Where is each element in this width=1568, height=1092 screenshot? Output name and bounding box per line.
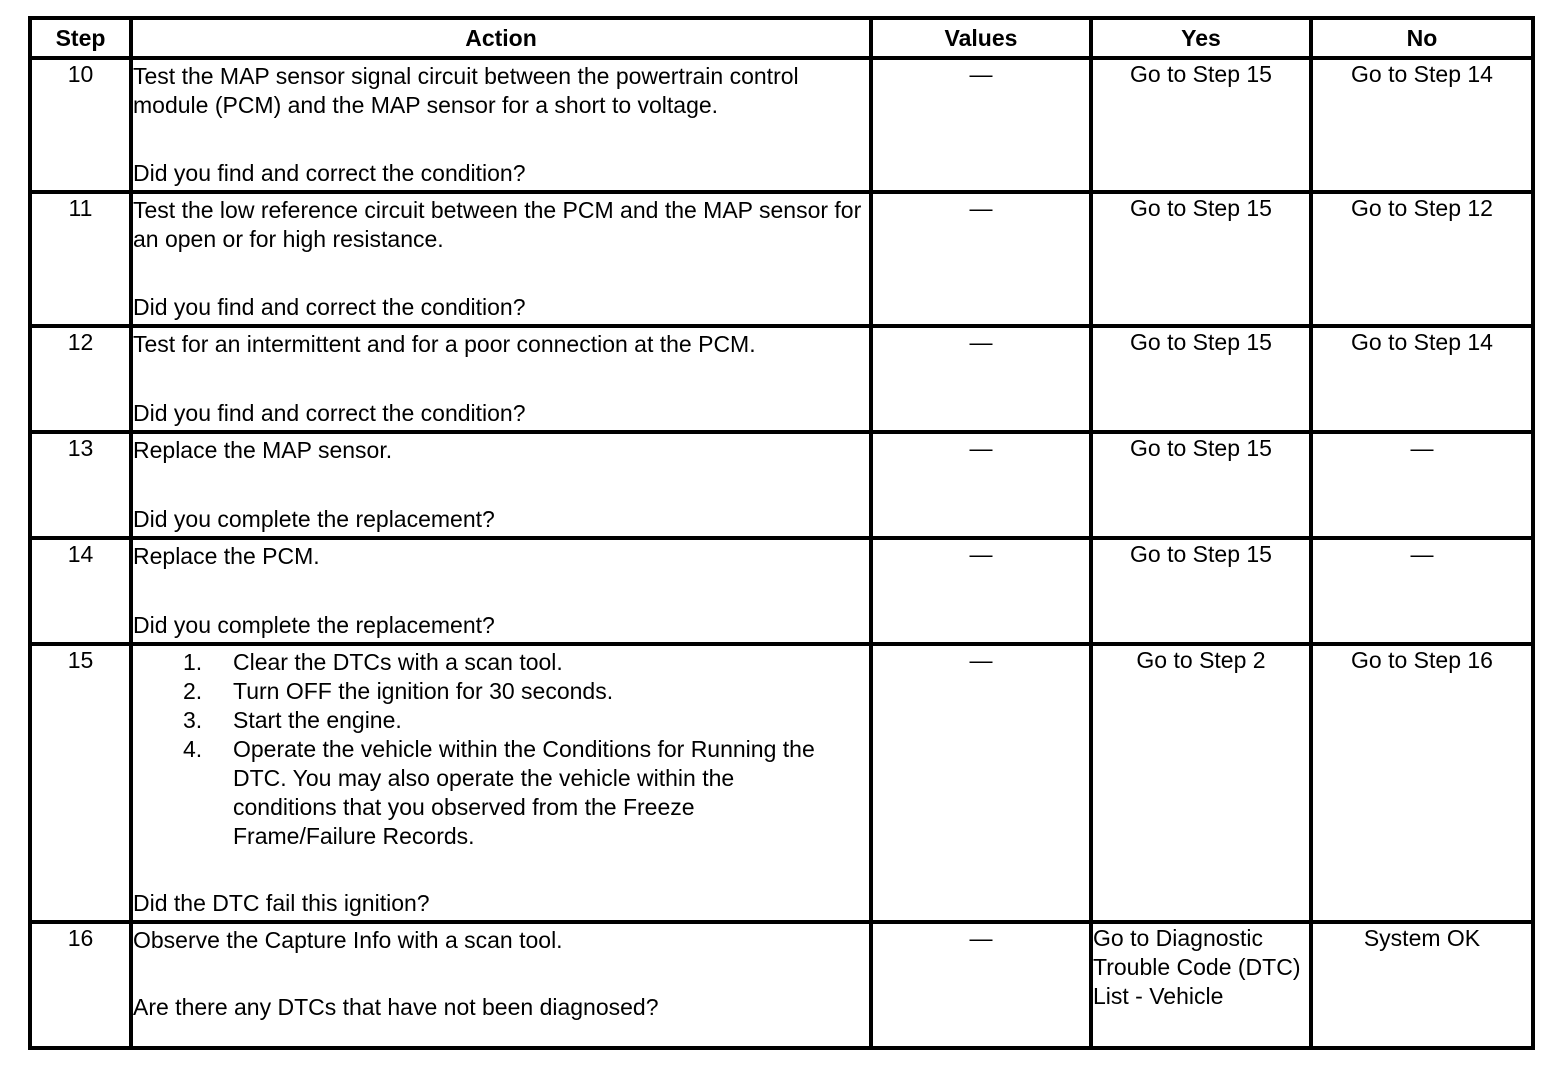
substep-number: 2. (183, 678, 203, 704)
values-cell: — (871, 326, 1091, 432)
table-row (30, 922, 1533, 1048)
action-text: Replace the MAP sensor. (133, 437, 393, 463)
step-number: 15 (30, 644, 131, 922)
header-yes: Yes (1091, 18, 1311, 58)
header-step: Step (30, 18, 131, 58)
action-question: Did you find and correct the condition? (133, 160, 526, 186)
header-values: Values (871, 18, 1091, 58)
no-cell: Go to Step 14 (1311, 58, 1533, 192)
header-row (30, 18, 1533, 58)
header-no: No (1311, 18, 1533, 58)
action-text: Test the low reference circuit between the PCM and the MAP sensor for an open or for high resistance. (133, 197, 862, 252)
substep-list (133, 646, 869, 851)
action-cell (131, 326, 871, 432)
substep-number: 1. (183, 649, 203, 675)
list-item (133, 677, 869, 706)
action-cell (131, 432, 871, 538)
action-text: Test the MAP sensor signal circuit between the powertrain control module (PCM) and the MAP sensor for a short to voltage. (133, 63, 799, 118)
values-cell: — (871, 644, 1091, 922)
yes-cell: Go to Step 15 (1091, 58, 1311, 192)
step-number: 11 (30, 192, 131, 326)
yes-cell: Go to Step 15 (1091, 326, 1311, 432)
action-text: Observe the Capture Info with a scan tool. (133, 927, 563, 953)
no-cell: System OK (1311, 922, 1533, 1048)
yes-cell: Go to Diagnostic Trouble Code (DTC) List - Vehicle (1091, 922, 1311, 1048)
diagnostic-table (28, 16, 1535, 1050)
table-row (30, 192, 1533, 326)
action-question: Are there any DTCs that have not been diagnosed? (133, 994, 659, 1020)
yes-cell: Go to Step 15 (1091, 432, 1311, 538)
table-row (30, 432, 1533, 538)
substep-text: Operate the vehicle within the Conditions for Running the DTC. You may also operate the vehicle within the conditions that you observed from the Freeze Frame/Failure Records. (233, 736, 815, 849)
list-item (133, 706, 869, 735)
action-question: Did the DTC fail this ignition? (133, 890, 430, 916)
action-cell (131, 192, 871, 326)
table-row (30, 538, 1533, 644)
action-text: Test for an intermittent and for a poor connection at the PCM. (133, 331, 756, 357)
values-cell: — (871, 538, 1091, 644)
action-question: Did you find and correct the condition? (133, 400, 526, 426)
header-action: Action (131, 18, 871, 58)
table-row (30, 644, 1533, 922)
step-number: 16 (30, 922, 131, 1048)
no-cell: — (1311, 538, 1533, 644)
yes-cell: Go to Step 15 (1091, 538, 1311, 644)
step-number: 14 (30, 538, 131, 644)
substep-text: Start the engine. (233, 707, 402, 733)
no-cell: — (1311, 432, 1533, 538)
step-number: 10 (30, 58, 131, 192)
action-cell (131, 58, 871, 192)
substep-text: Turn OFF the ignition for 30 seconds. (233, 678, 614, 704)
no-cell: Go to Step 16 (1311, 644, 1533, 922)
action-cell (131, 922, 871, 1048)
table-row (30, 326, 1533, 432)
no-cell: Go to Step 14 (1311, 326, 1533, 432)
action-cell (131, 538, 871, 644)
action-question: Did you find and correct the condition? (133, 294, 526, 320)
substep-number: 3. (183, 707, 203, 733)
substep-text: Clear the DTCs with a scan tool. (233, 649, 563, 675)
table-row (30, 58, 1533, 192)
action-question: Did you complete the replacement? (133, 612, 495, 638)
action-question: Did you complete the replacement? (133, 506, 495, 532)
no-cell: Go to Step 12 (1311, 192, 1533, 326)
yes-cell: Go to Step 2 (1091, 644, 1311, 922)
values-cell: — (871, 432, 1091, 538)
values-cell: — (871, 192, 1091, 326)
step-number: 12 (30, 326, 131, 432)
step-number: 13 (30, 432, 131, 538)
list-item (133, 735, 869, 851)
yes-cell: Go to Step 15 (1091, 192, 1311, 326)
action-cell (131, 644, 871, 922)
values-cell: — (871, 922, 1091, 1048)
action-text: Replace the PCM. (133, 543, 320, 569)
substep-number: 4. (183, 736, 203, 762)
list-item (133, 648, 869, 677)
values-cell: — (871, 58, 1091, 192)
